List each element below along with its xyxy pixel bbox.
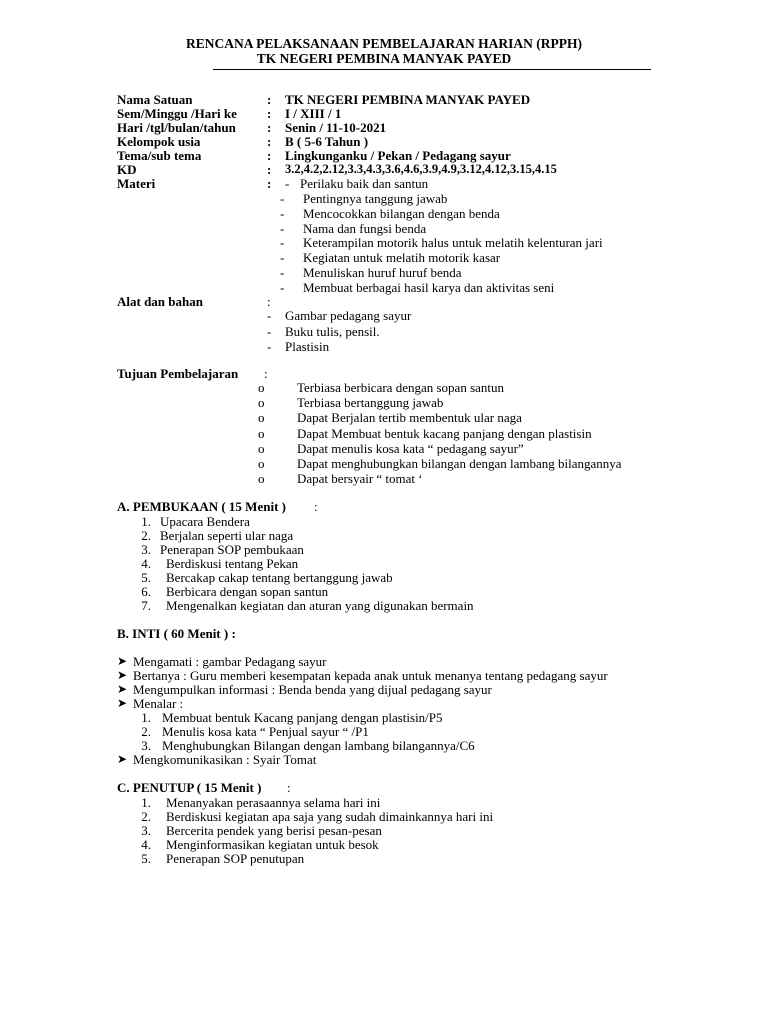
label-materi: Materi xyxy=(117,176,156,191)
dash: - xyxy=(280,221,285,236)
inti-item: Mengamati : gambar Pedagang sayur xyxy=(133,654,327,669)
list-number: 5. xyxy=(141,851,151,866)
inti-sub-item: Membuat bentuk Kacang panjang dengan plastisin/P5 xyxy=(162,710,443,725)
colon: : xyxy=(267,176,272,191)
dash: - xyxy=(267,308,272,323)
dash: - xyxy=(280,191,285,206)
penutup-item: Menginformasikan kegiatan untuk besok xyxy=(166,837,379,852)
bullet-circle: o xyxy=(258,395,265,410)
list-number: 7. xyxy=(141,598,151,613)
document-subtitle: TK NEGERI PEMBINA MANYAK PAYED xyxy=(256,51,512,66)
label-sem-minggu: Sem/Minggu /Hari ke xyxy=(117,106,237,121)
penutup-item: Menanyakan perasaannya selama hari ini xyxy=(166,795,381,810)
list-number: 1. xyxy=(141,710,151,725)
materi-item: Nama dan fungsi benda xyxy=(303,221,427,236)
dash: - xyxy=(280,265,285,280)
alat-item: Plastisin xyxy=(285,339,330,354)
tujuan-item: Dapat Berjalan tertib membentuk ular naga xyxy=(297,410,522,425)
pembukaan-item: Mengenalkan kegiatan dan aturan yang digunakan bermain xyxy=(166,598,474,613)
list-number: 4. xyxy=(141,837,151,852)
tujuan-item: Terbiasa berbicara dengan sopan santun xyxy=(297,380,505,395)
value-tema: Lingkunganku / Pekan / Pedagang sayur xyxy=(285,148,511,163)
bullet-circle: o xyxy=(258,410,265,425)
list-number: 2. xyxy=(141,724,151,739)
dash: - xyxy=(280,250,285,265)
materi-item: Keterampilan motorik halus untuk melatih kelenturan jari xyxy=(303,235,603,250)
pembukaan-item: Penerapan SOP pembukaan xyxy=(160,542,304,557)
tujuan-item: Dapat menulis kosa kata “ pedagang sayur” xyxy=(297,441,524,456)
section-pembukaan-title: A. PEMBUKAAN ( 15 Menit ) xyxy=(117,499,286,514)
list-number: 6. xyxy=(141,584,151,599)
bullet-circle: o xyxy=(258,471,265,486)
pembukaan-item: Berbicara dengan sopan santun xyxy=(166,584,329,599)
inti-item: Bertanya : Guru memberi kesempatan kepada anak untuk menanya tentang pedagang sayur xyxy=(133,668,608,683)
colon: : xyxy=(267,92,272,107)
pembukaan-item: Berjalan seperti ular naga xyxy=(160,528,294,543)
list-number: 3. xyxy=(141,542,151,557)
section-inti-title: B. INTI ( 60 Menit ) : xyxy=(117,626,236,641)
materi-item: Mencocokkan bilangan dengan benda xyxy=(303,206,500,221)
bullet-circle: o xyxy=(258,380,265,395)
value-kelompok-usia: B ( 5-6 Tahun ) xyxy=(285,134,369,149)
tujuan-item: Dapat bersyair “ tomat ‘ xyxy=(297,471,423,486)
colon: : xyxy=(267,106,272,121)
colon: : xyxy=(267,134,272,149)
list-number: 4. xyxy=(141,556,151,571)
dash: - xyxy=(267,339,272,354)
inti-item: Mengkomunikasikan : Syair Tomat xyxy=(133,752,317,767)
section-penutup-title: C. PENUTUP ( 15 Menit ) xyxy=(117,780,262,795)
colon: : xyxy=(267,162,272,177)
colon: : xyxy=(267,294,271,309)
list-number: 1. xyxy=(141,514,151,529)
bullet-circle: o xyxy=(258,441,265,456)
pembukaan-item: Berdiskusi tentang Pekan xyxy=(166,556,299,571)
alat-item: Buku tulis, pensil. xyxy=(285,324,380,339)
tujuan-item: Terbiasa bertanggung jawab xyxy=(297,395,444,410)
dash: - xyxy=(285,176,290,191)
materi-item: Pentingnya tanggung jawab xyxy=(303,191,448,206)
label-tujuan: Tujuan Pembelajaran xyxy=(117,366,239,381)
list-number: 2. xyxy=(141,809,151,824)
colon: : xyxy=(267,148,272,163)
materi-item: Kegiatan untuk melatih motorik kasar xyxy=(303,250,501,265)
label-alat-bahan: Alat dan bahan xyxy=(117,294,203,309)
colon: : xyxy=(267,120,272,135)
materi-item: Menuliskan huruf huruf benda xyxy=(303,265,462,280)
inti-item: Mengumpulkan informasi : Benda benda yang dijual pedagang sayur xyxy=(133,682,492,697)
value-sem-minggu: I / XIII / 1 xyxy=(285,106,342,121)
arrow-bullet-icon: ➤ xyxy=(117,682,128,696)
inti-sub-item: Menghubungkan Bilangan dengan lambang bilangannya/C6 xyxy=(162,738,475,753)
label-tema: Tema/sub tema xyxy=(117,148,202,163)
penutup-item: Berdiskusi kegiatan apa saja yang sudah dimainkannya hari ini xyxy=(166,809,494,824)
arrow-bullet-icon: ➤ xyxy=(117,696,128,710)
value-kd: 3.2,4.2,2.12,3.3,4.3,3.6,4.6,3.9,4.9,3.12,4.12,3.15,4.15 xyxy=(285,162,557,176)
colon: : xyxy=(314,499,318,514)
tujuan-item: Dapat menghubungkan bilangan dengan lambang bilangannya xyxy=(297,456,622,471)
list-number: 3. xyxy=(141,738,151,753)
pembukaan-item: Upacara Bendera xyxy=(160,514,250,529)
label-nama-satuan: Nama Satuan xyxy=(117,92,193,107)
penutup-item: Penerapan SOP penutupan xyxy=(166,851,305,866)
materi-item: Membuat berbagai hasil karya dan aktivitas seni xyxy=(303,280,555,295)
bullet-circle: o xyxy=(258,456,265,471)
tujuan-item: Dapat Membuat bentuk kacang panjang dengan plastisin xyxy=(297,426,592,441)
dash: - xyxy=(280,235,285,250)
label-kelompok-usia: Kelompok usia xyxy=(117,134,201,149)
document-title: RENCANA PELAKSANAAN PEMBELAJARAN HARIAN (RPPH) xyxy=(185,36,582,51)
dash: - xyxy=(267,324,272,339)
dash: - xyxy=(280,280,285,295)
colon: : xyxy=(287,780,291,795)
arrow-bullet-icon: ➤ xyxy=(117,752,128,766)
list-number: 3. xyxy=(141,823,151,838)
arrow-bullet-icon: ➤ xyxy=(117,668,128,682)
value-hari-tgl: Senin / 11-10-2021 xyxy=(285,120,387,135)
list-number: 2. xyxy=(141,528,151,543)
alat-item: Gambar pedagang sayur xyxy=(285,308,412,323)
label-hari-tgl: Hari /tgl/bulan/tahun xyxy=(117,120,236,135)
list-number: 5. xyxy=(141,570,151,585)
pembukaan-item: Bercakap cakap tentang bertanggung jawab xyxy=(166,570,393,585)
list-number: 1. xyxy=(141,795,151,810)
penutup-item: Bercerita pendek yang berisi pesan-pesan xyxy=(166,823,382,838)
label-kd: KD xyxy=(117,162,137,177)
colon: : xyxy=(264,366,268,381)
value-nama-satuan: TK NEGERI PEMBINA MANYAK PAYED xyxy=(285,92,531,107)
header-divider xyxy=(213,69,651,70)
inti-sub-item: Menulis kosa kata “ Penjual sayur “ /P1 xyxy=(162,724,369,739)
dash: - xyxy=(280,206,285,221)
arrow-bullet-icon: ➤ xyxy=(117,654,128,668)
bullet-circle: o xyxy=(258,426,265,441)
materi-item: Perilaku baik dan santun xyxy=(300,176,429,191)
inti-item: Menalar : xyxy=(133,696,184,711)
